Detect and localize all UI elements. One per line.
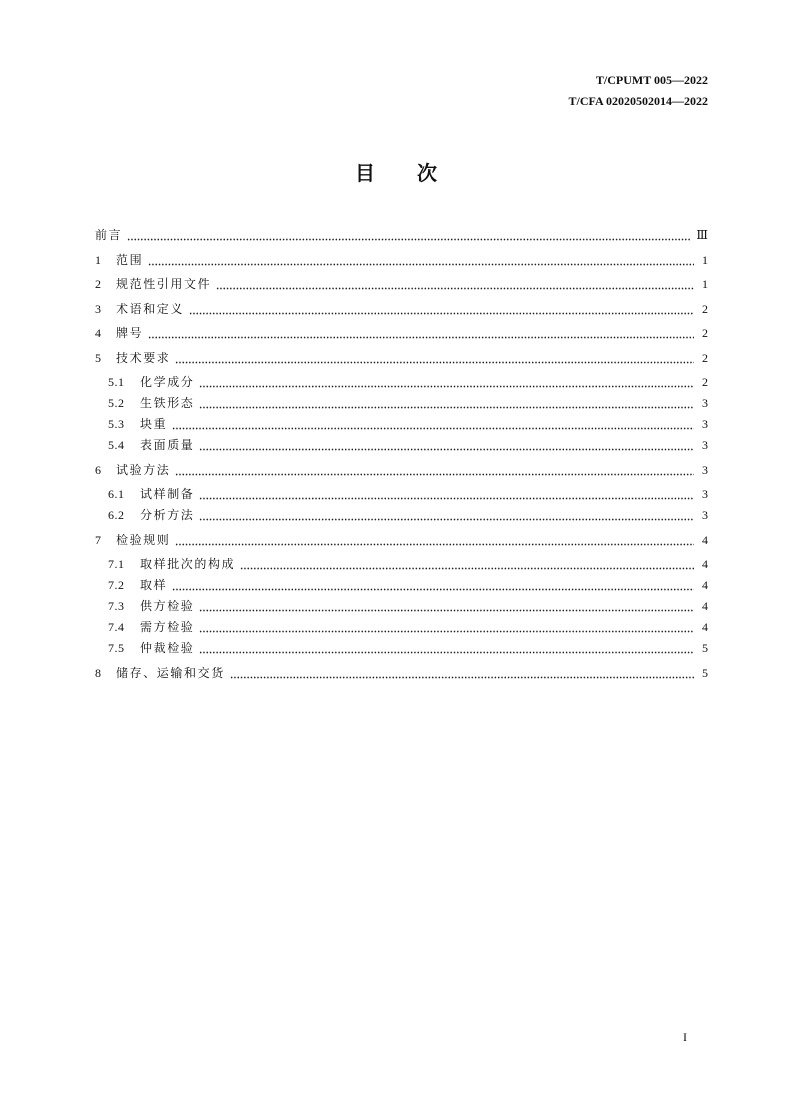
toc-entry-page: 1 bbox=[702, 252, 708, 267]
toc-entry-page: 3 bbox=[702, 487, 708, 501]
toc-entry-number: 8 bbox=[95, 665, 102, 680]
toc-entry-page: 4 bbox=[702, 557, 708, 571]
toc-entry-page: 4 bbox=[702, 599, 708, 613]
toc-subentry bbox=[95, 484, 708, 505]
toc-dot-leader bbox=[199, 505, 694, 526]
toc-dot-leader bbox=[199, 372, 694, 393]
toc-entry-page: 5 bbox=[702, 641, 708, 655]
toc-dot-leader bbox=[175, 530, 694, 551]
page-title: 目次 bbox=[355, 161, 479, 185]
table-of-contents bbox=[95, 225, 708, 684]
toc-entry-title: 供方检验 bbox=[140, 599, 195, 613]
toc-entry-title: 需方检验 bbox=[140, 620, 195, 634]
toc-entry-number: 5 bbox=[95, 350, 102, 365]
toc-entry-title: 技术要求 bbox=[116, 350, 171, 365]
toc-entry-title: 分析方法 bbox=[140, 508, 195, 522]
toc-entry bbox=[95, 323, 708, 344]
toc-entry-number: 6.1 bbox=[108, 487, 125, 501]
toc-dot-leader bbox=[127, 225, 690, 246]
toc-subentry bbox=[95, 393, 708, 414]
toc-dot-leader bbox=[199, 393, 694, 414]
toc-dot-leader bbox=[172, 575, 694, 596]
toc-entry-title: 术语和定义 bbox=[116, 301, 185, 316]
toc-subentry bbox=[95, 554, 708, 575]
toc-entry-title: 试样制备 bbox=[140, 487, 195, 501]
toc-dot-leader bbox=[199, 617, 694, 638]
toc-entry bbox=[95, 299, 708, 320]
toc-entry-title: 规范性引用文件 bbox=[116, 277, 212, 291]
toc-entry-page: Ⅲ bbox=[696, 228, 708, 242]
toc-entry bbox=[95, 530, 708, 551]
toc-subentry bbox=[95, 617, 708, 638]
toc-entry-page: 2 bbox=[702, 350, 708, 365]
toc-dot-leader bbox=[175, 460, 694, 481]
toc-entry bbox=[95, 663, 708, 684]
toc-entry-page: 1 bbox=[702, 277, 708, 291]
toc-entry-page: 3 bbox=[702, 438, 708, 452]
toc-dot-leader bbox=[199, 638, 694, 659]
toc-entry-page: 5 bbox=[702, 665, 708, 680]
toc-entry-number: 4 bbox=[95, 326, 102, 340]
toc-entry-title: 储存、运输和交货 bbox=[116, 665, 225, 680]
toc-entry bbox=[95, 348, 708, 369]
standard-code-secondary: T/CFA 02020502014—2022 bbox=[568, 94, 708, 108]
toc-subentry bbox=[95, 435, 708, 456]
toc-entry-number: 7.2 bbox=[108, 578, 125, 592]
standard-number-header bbox=[569, 70, 708, 112]
toc-dot-leader bbox=[172, 414, 694, 435]
toc-entry-number: 7.3 bbox=[108, 599, 125, 613]
toc-entry-number: 2 bbox=[95, 277, 102, 291]
toc-entry-page: 2 bbox=[702, 301, 708, 316]
toc-entry-title: 取样 bbox=[140, 578, 168, 592]
toc-entry-title: 牌号 bbox=[116, 326, 144, 340]
toc-subentry bbox=[95, 596, 708, 617]
toc-entry-title: 化学成分 bbox=[140, 375, 195, 389]
toc-entry bbox=[95, 460, 708, 481]
toc-entry-title: 试验方法 bbox=[116, 462, 171, 477]
toc-dot-leader bbox=[148, 323, 694, 344]
toc-entry-number: 6.2 bbox=[108, 508, 125, 522]
toc-subentry bbox=[95, 372, 708, 393]
toc-entry-number: 6 bbox=[95, 462, 102, 477]
toc-entry-title: 范围 bbox=[116, 252, 144, 267]
toc-dot-leader bbox=[148, 250, 694, 271]
toc-entry-page: 2 bbox=[702, 375, 708, 389]
toc-entry-page: 4 bbox=[702, 578, 708, 592]
toc-entry-page: 3 bbox=[702, 508, 708, 522]
toc-entry-title: 块重 bbox=[140, 417, 168, 431]
toc-entry-number: 7.5 bbox=[108, 641, 125, 655]
toc-dot-leader bbox=[189, 299, 694, 320]
toc-entry-title: 生铁形态 bbox=[140, 396, 195, 410]
toc-entry-number: 3 bbox=[95, 301, 102, 316]
toc-dot-leader bbox=[216, 274, 694, 295]
toc-entry-number: 7 bbox=[95, 532, 102, 547]
toc-entry-title: 仲裁检验 bbox=[140, 641, 195, 655]
toc-subentry bbox=[95, 414, 708, 435]
toc-entry-number: 1 bbox=[95, 252, 102, 267]
toc-entry-title: 前言 bbox=[95, 228, 123, 242]
toc-entry-number: 5.1 bbox=[108, 375, 125, 389]
toc-entry-number: 7.1 bbox=[108, 557, 125, 571]
toc-dot-leader bbox=[199, 484, 694, 505]
toc-entry bbox=[95, 250, 708, 271]
toc-entry-page: 3 bbox=[702, 396, 708, 410]
toc-entry-page: 4 bbox=[702, 532, 708, 547]
toc-dot-leader bbox=[199, 435, 694, 456]
toc-dot-leader bbox=[175, 348, 694, 369]
toc-subentry bbox=[95, 505, 708, 526]
toc-entry-number: 5.3 bbox=[108, 417, 125, 431]
toc-entry-number: 5.2 bbox=[108, 396, 125, 410]
toc-subentry bbox=[95, 575, 708, 596]
toc-entry-page: 3 bbox=[702, 417, 708, 431]
toc-entry-number: 5.4 bbox=[108, 438, 125, 452]
toc-dot-leader bbox=[230, 663, 694, 684]
toc-subentry bbox=[95, 638, 708, 659]
toc-dot-leader bbox=[199, 596, 694, 617]
toc-entry bbox=[95, 274, 708, 295]
toc-entry-page: 4 bbox=[702, 620, 708, 634]
standard-code-primary: T/CPUMT 005—2022 bbox=[595, 73, 708, 87]
page-number: I bbox=[683, 1030, 687, 1044]
toc-entry-page: 3 bbox=[702, 462, 708, 477]
toc-dot-leader bbox=[240, 554, 694, 575]
toc-entry-title: 检验规则 bbox=[116, 532, 171, 547]
toc-entry bbox=[95, 225, 708, 246]
toc-entry-number: 7.4 bbox=[108, 620, 125, 634]
toc-entry-title: 表面质量 bbox=[140, 438, 195, 452]
toc-entry-title: 取样批次的构成 bbox=[140, 557, 236, 571]
toc-entry-page: 2 bbox=[702, 326, 708, 340]
